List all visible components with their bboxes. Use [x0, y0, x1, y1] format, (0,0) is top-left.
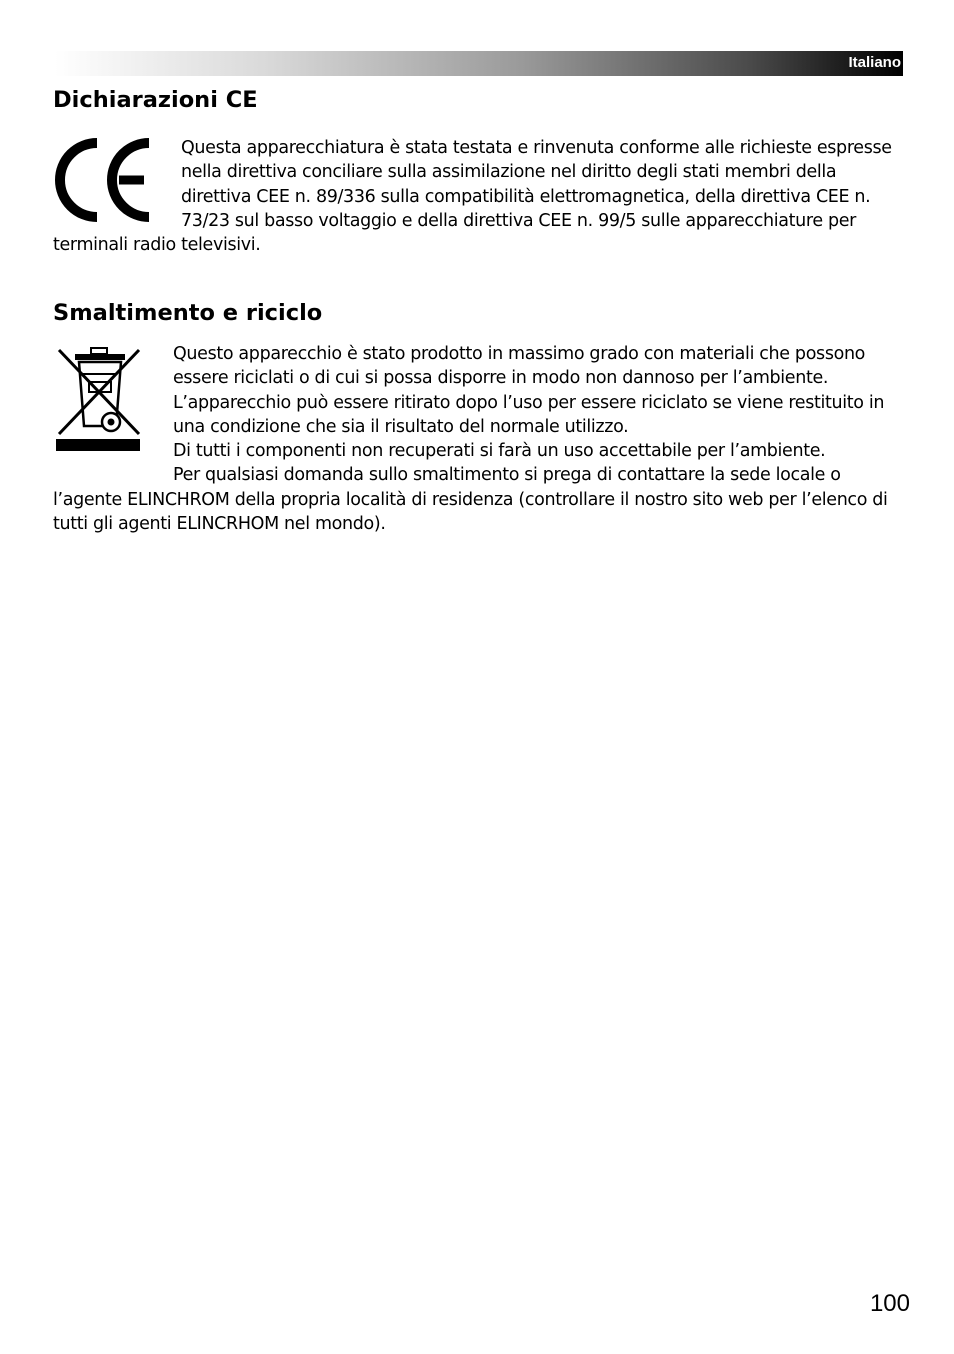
ce-declaration-text: Questa apparecchiatura è stata testata e rinvenuta conforme alle richieste espresse nella direttiva conciliare sulla assimilazione nel diritto degli stati membri della direttiva CEE n. 89/336 sulla compatibilità elettromagnetica, della direttiva CEE n. 73/23 sul basso voltaggio e della direttiva CEE n. 99/5 sulle apparecchiature per terminali radio televisivi.: [53, 138, 892, 256]
ce-mark-icon: [53, 136, 181, 233]
crossed-out-wheeled-bin-icon: [53, 344, 173, 464]
disposal-paragraph-contact: Per qualsiasi domanda sullo smaltimento si prega di contattare la sede locale o l’agente ELINCHROM della propria località di residenza (controllare il nostro sito web per l’elenco di tutti gli agenti ELINCRHOM nel mondo).: [53, 465, 888, 535]
page-number: 100: [869, 1290, 910, 1317]
ce-declaration-section: [53, 136, 899, 257]
section-title-disposal: Smaltimento e riciclo: [53, 300, 323, 326]
language-label: Italiano: [848, 54, 901, 71]
disposal-section: [53, 342, 899, 536]
section-title-ce-declarations: Dichiarazioni CE: [53, 87, 258, 113]
language-header-bar: [55, 51, 903, 76]
disposal-paragraph-recycling: Questo apparecchio è stato prodotto in massimo grado con materiali che possono essere riciclati o di cui si possa disporre in modo non dannoso per l’ambiente. L’apparecchio può essere ritirato dopo l’uso per essere riciclato se viene restituito in una condizione che sia il risultato del normale utilizzo.: [173, 344, 885, 437]
disposal-paragraph-components: Di tutti i componenti non recuperati si farà un uso accettabile per l’ambiente.: [173, 441, 826, 462]
